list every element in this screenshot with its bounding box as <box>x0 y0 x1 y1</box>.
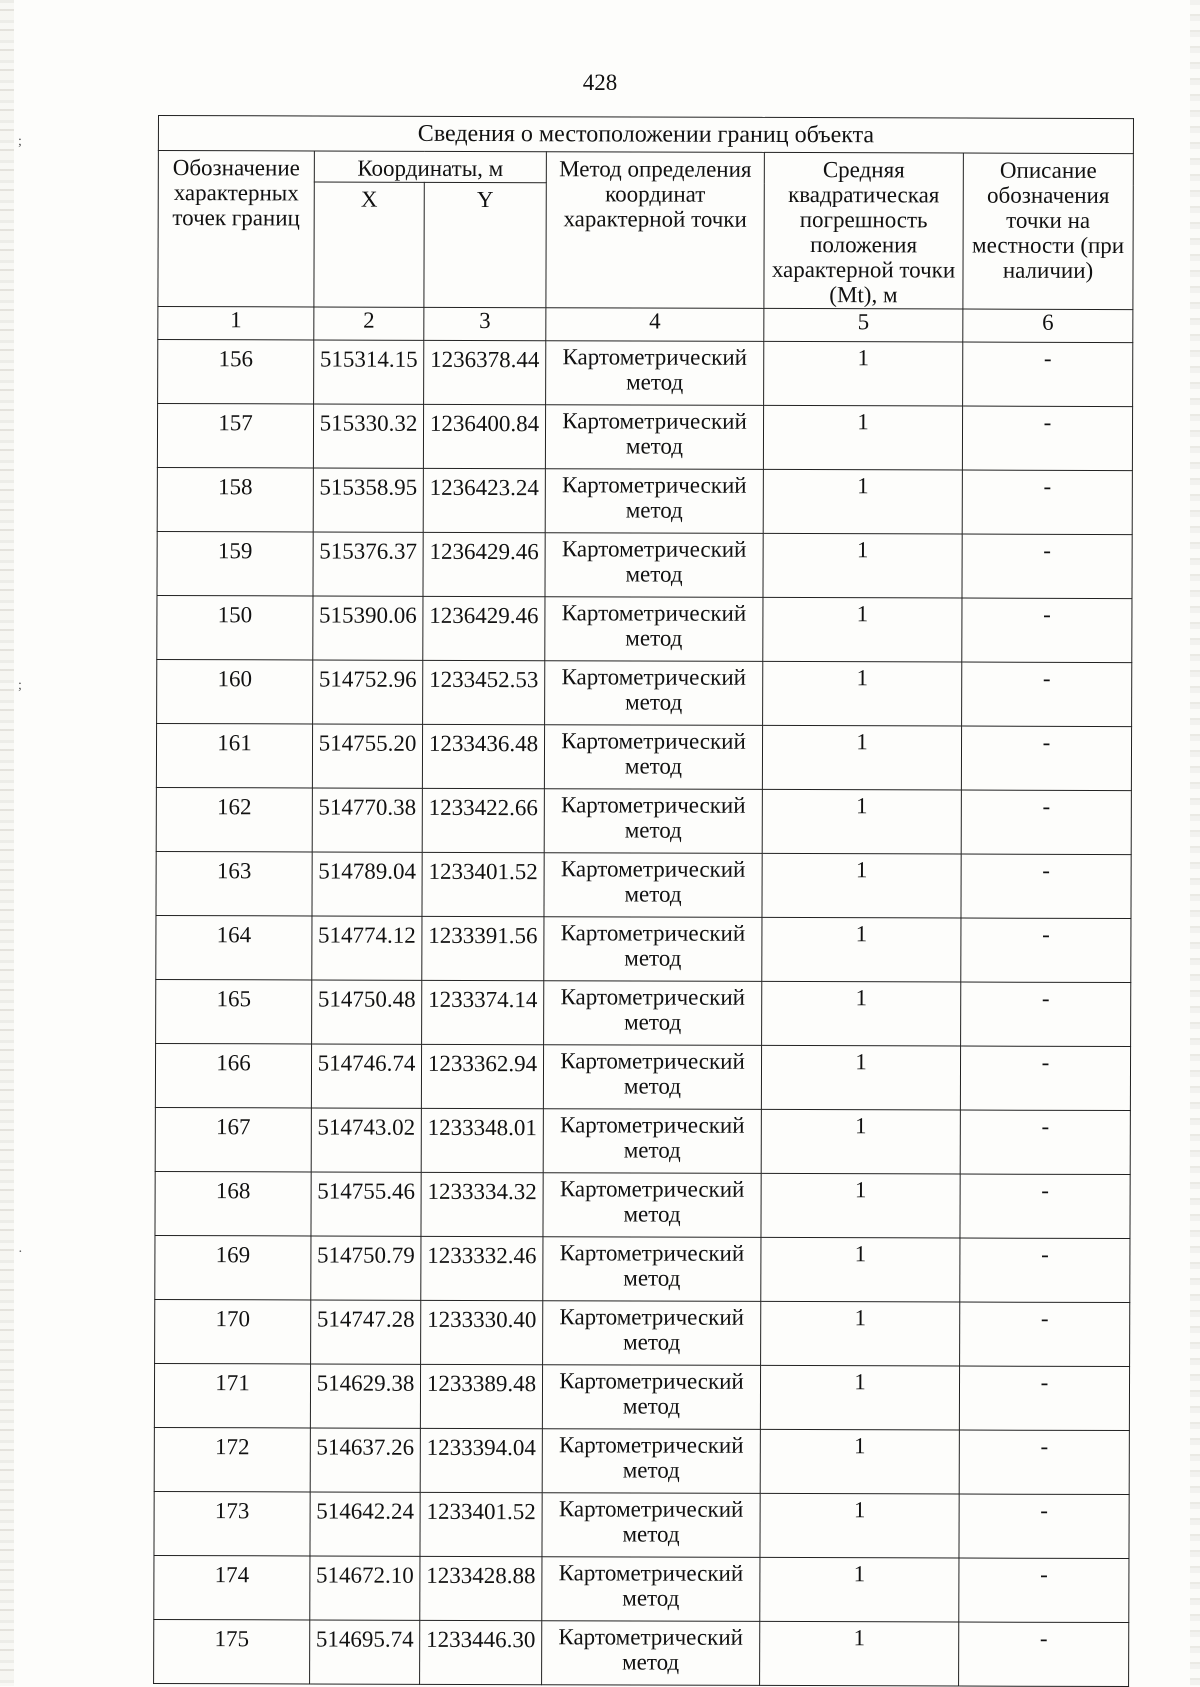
coordinate-x-cell: 515358.95 <box>313 468 423 532</box>
point-number-cell: 164 <box>156 915 312 979</box>
coordinate-x-cell: 514755.46 <box>311 1172 421 1236</box>
header-error: Средняя квадратическая погрешность положения характерной точки (Mt), м <box>764 152 963 309</box>
coordinate-x-cell: 514695.74 <box>310 1620 420 1684</box>
table-row <box>156 979 1131 1046</box>
coordinate-y-cell: 1236423.24 <box>423 468 545 532</box>
table-row <box>154 1555 1129 1622</box>
description-cell: - <box>962 406 1132 471</box>
error-cell: 1 <box>760 1557 959 1622</box>
description-cell: - <box>963 342 1133 407</box>
point-number-cell: 159 <box>157 531 313 595</box>
point-number-cell: 162 <box>156 787 312 851</box>
coordinate-x-cell: 514750.79 <box>311 1236 421 1300</box>
coordinate-y-cell: 1236400.84 <box>423 404 545 468</box>
error-cell: 1 <box>763 597 962 662</box>
error-cell: 1 <box>762 853 961 918</box>
table-caption: Сведения о местоположении границ объекта <box>158 116 1133 154</box>
point-number-cell: 170 <box>155 1299 311 1363</box>
scan-edge-left <box>0 0 14 1686</box>
coordinate-y-cell: 1233452.53 <box>423 660 545 724</box>
description-cell: - <box>959 1430 1129 1495</box>
coordinate-x-cell: 514755.20 <box>312 724 422 788</box>
point-number-cell: 165 <box>156 979 312 1043</box>
table-row <box>155 1107 1130 1174</box>
point-number-cell: 166 <box>155 1043 311 1107</box>
error-cell: 1 <box>760 1621 959 1686</box>
error-cell: 1 <box>762 917 961 982</box>
description-cell: - <box>959 1558 1129 1623</box>
error-cell: 1 <box>763 661 962 726</box>
header-y: Y <box>424 182 546 307</box>
method-cell: Картометрический метод <box>544 853 762 918</box>
table-row <box>155 1235 1130 1302</box>
column-number: 2 <box>314 307 424 340</box>
header-description: Описание обозначения точки на местности (при наличии) <box>963 153 1134 310</box>
description-cell: - <box>959 1366 1129 1431</box>
method-cell: Картометрический метод <box>543 1301 761 1366</box>
table-row <box>154 1491 1129 1558</box>
table-row <box>155 1299 1130 1366</box>
coordinate-y-cell: 1233391.56 <box>422 916 544 980</box>
description-cell: - <box>960 1174 1130 1239</box>
table-row <box>154 1427 1129 1494</box>
scan-edge-right <box>1190 0 1200 1686</box>
scan-speck: ; <box>18 678 22 693</box>
point-number-cell: 167 <box>155 1107 311 1171</box>
header-x: X <box>314 182 424 307</box>
point-number-cell: 173 <box>154 1491 310 1555</box>
error-cell: 1 <box>761 1301 960 1366</box>
table-row <box>156 851 1131 918</box>
description-cell: - <box>960 1110 1130 1175</box>
coordinate-y-cell: 1233422.66 <box>422 788 544 852</box>
coordinate-y-cell: 1233374.14 <box>422 980 544 1044</box>
description-cell: - <box>962 598 1132 663</box>
point-number-cell: 169 <box>155 1235 311 1299</box>
coordinate-x-cell: 514746.74 <box>311 1044 421 1108</box>
column-number: 4 <box>546 308 764 342</box>
description-cell: - <box>959 1622 1129 1687</box>
method-cell: Картометрический метод <box>546 341 764 406</box>
description-cell: - <box>959 1494 1129 1559</box>
coordinate-x-cell: 514743.02 <box>311 1108 421 1172</box>
description-cell: - <box>962 662 1132 727</box>
method-cell: Картометрический метод <box>545 661 763 726</box>
method-cell: Картометрический метод <box>543 1045 761 1110</box>
coordinate-y-cell: 1233330.40 <box>421 1300 543 1364</box>
coordinate-x-cell: 514789.04 <box>312 852 422 916</box>
method-cell: Картометрический метод <box>543 1109 761 1174</box>
method-cell: Картометрический метод <box>542 1621 760 1686</box>
method-cell: Картометрический метод <box>544 789 762 854</box>
point-number-cell: 168 <box>155 1171 311 1235</box>
table-row <box>156 787 1131 854</box>
error-cell: 1 <box>761 1045 960 1110</box>
coordinate-x-cell: 514770.38 <box>312 788 422 852</box>
coordinate-y-cell: 1233362.94 <box>421 1044 543 1108</box>
table-row <box>156 723 1131 790</box>
error-cell: 1 <box>763 533 962 598</box>
scan-speck: ; <box>18 134 22 149</box>
error-cell: 1 <box>764 341 963 406</box>
error-cell: 1 <box>763 469 962 534</box>
method-cell: Картометрический метод <box>542 1557 760 1622</box>
coordinate-y-cell: 1233401.52 <box>420 1492 542 1556</box>
description-cell: - <box>961 790 1131 855</box>
method-cell: Картометрический метод <box>543 1237 761 1302</box>
coordinate-x-cell: 514672.10 <box>310 1556 420 1620</box>
scan-speck: · <box>18 1245 23 1260</box>
coordinate-y-cell: 1233348.01 <box>421 1108 543 1172</box>
table-row <box>156 915 1131 982</box>
page-number: 428 <box>582 70 618 95</box>
coordinate-y-cell: 1233428.88 <box>420 1556 542 1620</box>
error-cell: 1 <box>760 1493 959 1558</box>
error-cell: 1 <box>762 789 961 854</box>
table-row <box>157 531 1132 598</box>
table-row <box>154 1619 1129 1686</box>
column-number: 6 <box>963 309 1133 343</box>
table-row <box>157 659 1132 726</box>
point-number-cell: 157 <box>157 404 313 468</box>
column-number: 1 <box>158 307 314 340</box>
table-row <box>154 1363 1129 1430</box>
coordinate-x-cell: 515376.37 <box>313 532 423 596</box>
description-cell: - <box>960 1238 1130 1303</box>
error-cell: 1 <box>761 1237 960 1302</box>
error-cell: 1 <box>761 1173 960 1238</box>
header-method: Метод определения координат характерной точки <box>546 152 764 309</box>
point-number-cell: 161 <box>156 723 312 787</box>
table-row <box>158 340 1133 407</box>
header-point: Обозначение характерных точек границ <box>158 151 314 307</box>
error-cell: 1 <box>761 1109 960 1174</box>
description-cell: - <box>961 854 1131 919</box>
coordinate-x-cell: 514774.12 <box>312 916 422 980</box>
description-cell: - <box>960 1302 1130 1367</box>
point-number-cell: 172 <box>154 1427 310 1491</box>
description-cell: - <box>961 726 1131 791</box>
coordinate-x-cell: 514629.38 <box>310 1364 420 1428</box>
column-number: 5 <box>764 308 963 342</box>
table-row <box>157 404 1132 471</box>
description-cell: - <box>962 470 1132 535</box>
method-cell: Картометрический метод <box>545 597 763 662</box>
method-cell: Картометрический метод <box>544 917 762 982</box>
method-cell: Картометрический метод <box>544 725 762 790</box>
table-row <box>155 1171 1130 1238</box>
table-row <box>157 467 1132 534</box>
table-row <box>157 595 1132 662</box>
coordinate-x-cell: 514642.24 <box>310 1492 420 1556</box>
coordinate-x-cell: 515314.15 <box>314 340 424 404</box>
column-number: 3 <box>424 307 546 340</box>
method-cell: Картометрический метод <box>545 533 763 598</box>
method-cell: Картометрический метод <box>544 981 762 1046</box>
error-cell: 1 <box>762 725 961 790</box>
header-coordinates: Координаты, м <box>314 151 546 183</box>
point-number-cell: 171 <box>154 1363 310 1427</box>
point-number-cell: 156 <box>158 340 314 404</box>
point-number-cell: 160 <box>157 659 313 723</box>
method-cell: Картометрический метод <box>542 1365 760 1430</box>
error-cell: 1 <box>760 1429 959 1494</box>
error-cell: 1 <box>763 405 962 470</box>
description-cell: - <box>962 534 1132 599</box>
coordinate-y-cell: 1233394.04 <box>420 1428 542 1492</box>
error-cell: 1 <box>760 1365 959 1430</box>
table-row <box>155 1043 1130 1110</box>
method-cell: Картометрический метод <box>545 405 763 470</box>
coordinate-y-cell: 1233446.30 <box>420 1620 542 1684</box>
method-cell: Картометрический метод <box>542 1429 760 1494</box>
coordinate-y-cell: 1236429.46 <box>423 532 545 596</box>
description-cell: - <box>960 1046 1130 1111</box>
point-number-cell: 163 <box>156 851 312 915</box>
coordinate-x-cell: 514752.96 <box>313 660 423 724</box>
coordinate-x-cell: 515330.32 <box>313 404 423 468</box>
coordinate-x-cell: 514637.26 <box>310 1428 420 1492</box>
point-number-cell: 150 <box>157 595 313 659</box>
coordinate-y-cell: 1233401.52 <box>422 852 544 916</box>
boundary-coordinates-table <box>153 115 1134 1687</box>
method-cell: Картометрический метод <box>542 1493 760 1558</box>
coordinate-y-cell: 1236378.44 <box>424 340 546 404</box>
method-cell: Картометрический метод <box>545 469 763 534</box>
point-number-cell: 175 <box>154 1619 310 1683</box>
coordinate-y-cell: 1233332.46 <box>421 1236 543 1300</box>
coordinate-x-cell: 515390.06 <box>313 596 423 660</box>
coordinate-y-cell: 1233436.48 <box>422 724 544 788</box>
method-cell: Картометрический метод <box>543 1173 761 1238</box>
coordinate-x-cell: 514750.48 <box>312 980 422 1044</box>
coordinate-x-cell: 514747.28 <box>311 1300 421 1364</box>
coordinate-y-cell: 1233389.48 <box>420 1364 542 1428</box>
coordinate-y-cell: 1233334.32 <box>421 1172 543 1236</box>
coordinate-y-cell: 1236429.46 <box>423 596 545 660</box>
error-cell: 1 <box>762 981 961 1046</box>
description-cell: - <box>961 982 1131 1047</box>
point-number-cell: 158 <box>157 467 313 531</box>
point-number-cell: 174 <box>154 1555 310 1619</box>
description-cell: - <box>961 918 1131 983</box>
